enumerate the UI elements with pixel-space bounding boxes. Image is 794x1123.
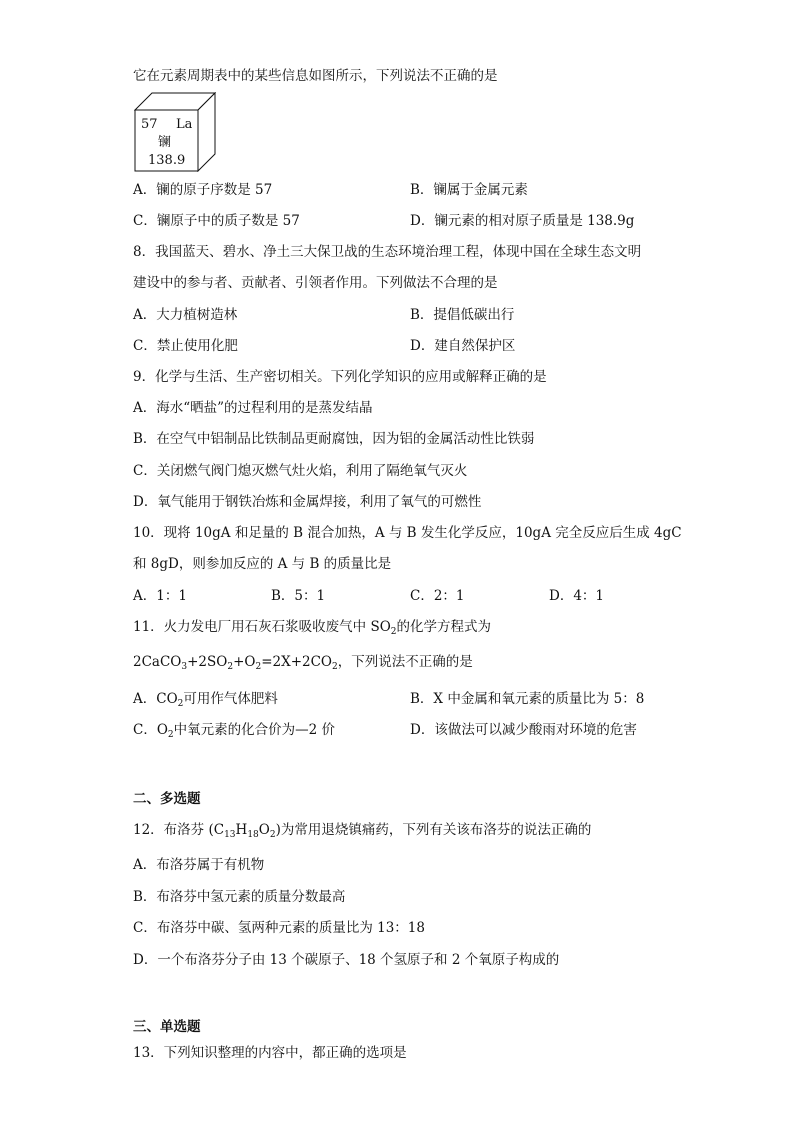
option-8c: C．禁止使用化肥 xyxy=(133,338,238,354)
eq-part: +2SO xyxy=(187,654,228,670)
question-9-stem: 9．化学与生活、生产密切相关。下列化学知识的应用或解释正确的是 xyxy=(133,369,547,385)
q11-stem-text: 11．火力发电厂用石灰石浆吸收废气中 SO xyxy=(133,619,391,635)
option-7b: B．镧属于金属元素 xyxy=(410,182,528,198)
option-7d: D．镧元素的相对原子质量是 138.9g xyxy=(410,213,635,229)
option-8b: B．提倡低碳出行 xyxy=(410,307,515,323)
question-8-line2: 建设中的参与者、贡献者、引领者作用。下列做法不合理的是 xyxy=(133,275,498,291)
question-8-line1: 8．我国蓝天、碧水、净土三大保卫战的生态环境治理工程，体现中国在全球生态文明 xyxy=(133,244,642,260)
option-9d: D．氧气能用于钢铁冶炼和金属焊接，利用了氧气的可燃性 xyxy=(133,494,482,510)
option-8d: D．建自然保护区 xyxy=(410,338,516,354)
q12-stem-text: O xyxy=(258,822,270,838)
opt-subscript: 2 xyxy=(177,699,184,709)
option-10b: B．5：1 xyxy=(271,588,326,604)
q12-stem-text: )为常用退烧镇痛药，下列有关该布洛芬的说法正确的 xyxy=(275,822,592,838)
eq-subscript: 2 xyxy=(332,662,338,672)
q12-subscript: 13 xyxy=(224,830,236,840)
option-12d: D．一个布洛芬分子由 13 个碳原子、18 个氢原子和 2 个氧原子构成的 xyxy=(133,952,560,968)
opt-text: 中氧元素的化合价为—2 价 xyxy=(173,722,336,738)
q11-stem-subscript: 2 xyxy=(390,627,397,637)
lanthanum-element-card xyxy=(134,92,216,172)
eq-subscript: 2 xyxy=(255,662,262,672)
option-10c: C．2：1 xyxy=(410,588,465,604)
option-9b: B．在空气中铝制品比铁制品更耐腐蚀，因为铝的金属活动性比铁弱 xyxy=(133,431,535,447)
q12-subscript: 2 xyxy=(269,830,276,840)
question-12-stem xyxy=(133,821,591,839)
option-12c: C．布洛芬中碳、氢两种元素的质量比为 13：18 xyxy=(133,920,425,936)
eq-part: 2CaCO xyxy=(133,654,182,670)
section-heading-multi-choice: 二、多选题 xyxy=(133,791,201,807)
question-10-line1: 10．现将 10gA 和足量的 B 混合加热，A 与 B 发生化学反应，10gA 完全反应后生成 4gC xyxy=(133,525,682,541)
option-10a: A．1：1 xyxy=(133,588,187,604)
opt-text: 可用作气体肥料 xyxy=(183,691,278,707)
option-12b: B．布洛芬中氢元素的质量分数最高 xyxy=(133,889,346,905)
q12-stem-text: H xyxy=(235,822,248,838)
q12-subscript: 18 xyxy=(247,830,259,840)
opt-subscript: 2 xyxy=(167,730,174,740)
question-11-equation xyxy=(133,653,473,671)
section-heading-single-choice: 三、单选题 xyxy=(133,1019,201,1035)
opt-text: C．O xyxy=(133,722,168,738)
eq-part: +O xyxy=(233,654,256,670)
option-11c xyxy=(133,721,335,739)
option-11a xyxy=(133,690,278,708)
q11-stem-text-end: 的化学方程式为 xyxy=(396,619,492,635)
atomic-mass: 138.9 xyxy=(148,153,186,168)
option-12a: A．布洛芬属于有机物 xyxy=(133,857,265,873)
option-9a: A．海水“晒盐”的过程利用的是蒸发结晶 xyxy=(133,400,373,416)
option-9c: C．关闭燃气阀门熄灭燃气灶火焰，利用了隔绝氧气灭火 xyxy=(133,463,468,479)
opt-text: A．CO xyxy=(133,691,178,707)
option-11b: B．X 中金属和氧元素的质量比为 5：8 xyxy=(410,691,645,707)
atomic-number: 57 xyxy=(141,117,158,132)
option-8a: A．大力植树造林 xyxy=(133,307,238,323)
eq-subscript: 2 xyxy=(227,662,234,672)
option-10d: D．4：1 xyxy=(549,588,605,604)
option-7a: A．镧的原子序数是 57 xyxy=(133,182,273,198)
question-7-stem: 它在元素周期表中的某些信息如图所示，下列说法不正确的是 xyxy=(133,68,498,84)
option-11d: D．该做法可以减少酸雨对环境的危害 xyxy=(410,722,637,738)
question-10-line2: 和 8gD，则参加反应的 A 与 B 的质量比是 xyxy=(133,556,392,572)
eq-subscript: 3 xyxy=(181,662,188,672)
question-13-stem: 13．下列知识整理的内容中，都正确的选项是 xyxy=(133,1045,407,1061)
question-11-stem xyxy=(133,618,491,636)
element-name: 镧 xyxy=(158,135,172,150)
q12-stem-text: 12．布洛芬 (C xyxy=(133,822,225,838)
eq-part: ，下列说法不正确的是 xyxy=(337,654,473,670)
element-symbol: La xyxy=(176,117,193,132)
eq-part: =2X+2CO xyxy=(261,654,332,670)
option-7c: C．镧原子中的质子数是 57 xyxy=(133,213,300,229)
